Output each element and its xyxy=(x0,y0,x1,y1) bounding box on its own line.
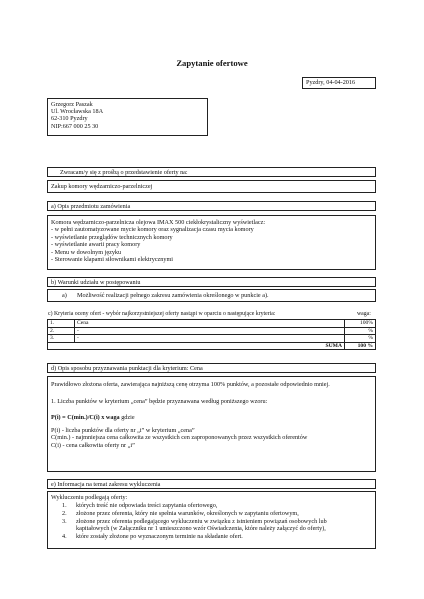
section-e-intro: Wykluczeniu podlegają oferty: xyxy=(51,494,128,501)
sender-box xyxy=(47,98,208,136)
sender-lines xyxy=(51,101,103,131)
page-title: Zapytanie ofertowe xyxy=(176,58,248,68)
formula-def: P(i) - liczba punktów dla oferty nr „i” w kryterium „cena” xyxy=(51,427,195,434)
section-d-heading-box xyxy=(47,363,376,373)
formula-defs xyxy=(51,427,307,449)
formula-bold: P(i) = C(min.)/C(i) x waga xyxy=(51,414,120,421)
criteria-name: - xyxy=(75,335,345,343)
section-b-text: Możliwość realizacji pełnego zakresu zamówienia określonego w punkcie a). xyxy=(77,292,269,299)
section-a-line: - w pełni zautomatyzowane mycie komory oraz sygnalizacja czasu mycia komory xyxy=(51,226,254,234)
section-d-heading: d) Opis sposobu przyznawania punktacji dla kryterium: Cena xyxy=(51,364,203,372)
section-a-line: - wyświetlanie awarii pracy komory xyxy=(51,241,141,249)
exclusion-no: 4. xyxy=(62,533,67,540)
formula-def: C(i) - cena całkowita oferty nr „i” xyxy=(51,441,135,449)
section-a-lines xyxy=(51,219,265,263)
section-d-para2: 1. Liczba punktów w kryterium „cena” będzie przyznawana według poniższego wzoru: xyxy=(51,398,268,405)
sender-line: Grzegorz Paszak xyxy=(51,100,93,108)
criteria-name: Cena xyxy=(75,320,345,328)
exclusion-no: 3. xyxy=(62,518,67,525)
section-b-heading-box xyxy=(47,277,376,287)
exclusion-text: które zostały złożone po wyznaczonym terminie na składanie ofert. xyxy=(76,533,243,540)
table-sum-row xyxy=(48,342,376,350)
date-text: Pyzdry, 04-04-2016 xyxy=(306,79,356,86)
section-a-box xyxy=(47,215,376,270)
intro-text: Zwracam/y się z prośbą o przedstawienie oferty na: xyxy=(60,168,188,176)
exclusion-text: kapitałowych (w Załączniku nr 1 umieszczono wzór Oświadczenia, które należy załączyć do oferty), xyxy=(76,525,326,532)
section-e-heading-box xyxy=(47,479,376,489)
exclusion-text: których treść nie odpowiada treści zapytania ofertowego, xyxy=(76,502,218,509)
section-a-line: - wyświetlanie przeglądów technicznych komory xyxy=(51,233,173,241)
section-a-line: - Menu w dowolnym języku xyxy=(51,248,122,256)
criteria-table xyxy=(47,319,376,350)
date-box xyxy=(302,77,376,89)
sender-line: 62-310 Pyzdry xyxy=(51,115,88,123)
criteria-weight: % xyxy=(345,327,376,335)
section-b-marker: a) xyxy=(62,292,67,299)
exclusion-text: złożone przez oferenta podlegającego wykluczeniu w związku z istnieniem powiązań osobowych lub xyxy=(76,518,327,525)
criteria-no: 2. xyxy=(48,327,75,335)
sum-label: SUMA xyxy=(48,342,345,350)
section-e-box xyxy=(47,491,376,549)
exclusion-no: 2. xyxy=(62,510,67,517)
table-row xyxy=(48,320,376,328)
criteria-weight: % xyxy=(345,335,376,343)
section-c-heading: c) Kryteria oceny ofert - wybór najkorzystniejszej oferty nastąpi w oparciu o następujące kryteria: xyxy=(48,311,276,317)
criteria-no: 1. xyxy=(48,320,75,328)
section-b-heading: b) Warunki udziału w postępowaniu xyxy=(51,278,141,286)
section-a-heading: a) Opis przedmiotu zamówienia xyxy=(51,202,131,210)
sender-line: NIP:667 000 25 30 xyxy=(51,122,99,130)
section-a-heading-box xyxy=(47,201,376,211)
formula-def: C(min.) - najmniejsza cena całkowita ze wszystkich cen zaproponowanych przez wszystkich oferentów xyxy=(51,434,308,442)
section-e-heading: e) Informacja na temat zakresu wykluczenia xyxy=(51,480,161,488)
sender-line: Ul. Wrocławska 18A xyxy=(51,107,104,115)
section-b-box xyxy=(47,289,376,302)
section-d-para1: Prawidłowo złożona oferta, zawierająca najniższą cenę otrzyma 100% punktów, a pozostałe odpowiednio mniej. xyxy=(51,381,330,388)
sum-value: 100 % xyxy=(345,342,376,350)
subject-text: Zakup komory wędzarniczo-parzelniczej xyxy=(51,183,153,190)
exclusion-no: 1. xyxy=(62,502,67,509)
subject-box xyxy=(47,180,376,193)
section-d-box xyxy=(47,376,376,472)
section-c-weight-label: waga: xyxy=(357,311,371,317)
criteria-weight: 100% xyxy=(345,320,376,328)
formula xyxy=(51,414,135,421)
formula-rest: gdzie xyxy=(119,414,135,421)
criteria-name: - xyxy=(75,327,345,335)
intro-box xyxy=(47,167,376,177)
exclusion-text: złożone przez oferenta, który nie spełnia warunków, określonych w zapytaniu ofertowym, xyxy=(76,510,299,517)
table-row xyxy=(48,327,376,335)
section-a-line: - Sterowanie klapami siłownikami elektrycznymi xyxy=(51,256,173,264)
criteria-no: 3. xyxy=(48,335,75,343)
table-row xyxy=(48,335,376,343)
section-a-line: Komora wędzarniczo-parzelnicza olejowa IMAX 500 ciekłokrystaliczny wyświetlacz: xyxy=(51,219,266,226)
